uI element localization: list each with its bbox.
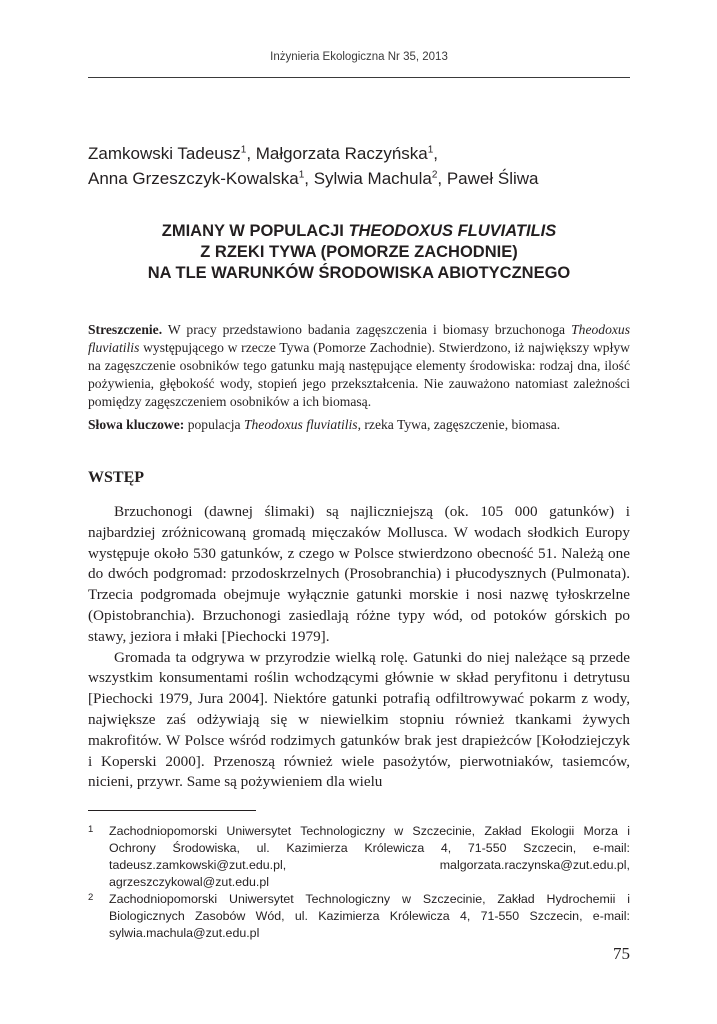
footnote [88, 823, 630, 891]
species-name: THEODOXUS FLUVIATILIS [348, 222, 557, 240]
title-line-3: NA TLE WARUNKÓW ŚRODOWISKA ABIOTYCZNEGO [147, 264, 571, 282]
species-name: Theodoxus fluviatilis [88, 322, 630, 355]
footnote-text: Zachodniopomorski Uniwersytet Technologiczny w Szczecinie, Zakład Ekologii Morza i Ochrony Środowiska, ul. Kazimierza Królewicza 4, 71-550 Szczecin, e-mail: tadeusz.zamkowski@zut.edu.pl, malgorzata.raczynska@zut.edu.pl, agrzeszczykowal@zut.edu.pl [109, 824, 630, 889]
abstract: Streszczenie. W pracy przedstawiono badania zagęszczenia i biomasy brzuchonoga Theodoxus fluviatilis występującego w rzecze Tywa (Pomorze Zachodnie). Stwierdzono, iż największy wpływ na zagęszczenie osobników tego gatunku mają następujące elementy środowiska: rodzaj dna, ilość pożywienia, głębokość wody, stopień jego przekształcenia. Nie zauważono natomiast zależności pomiędzy zagęszczeniem osobników a ich biomasą. [88, 322, 630, 409]
author-name: Małgorzata Raczyńska [255, 144, 428, 163]
species-name: Theodoxus fluviatilis [243, 417, 358, 432]
keywords: Słowa kluczowe: populacja Theodoxus fluviatilis, rzeka Tywa, zagęszczenie, biomasa. [88, 417, 561, 432]
paper-title [88, 221, 630, 284]
title-line-1: ZMIANY W POPULACJI THEODOXUS FLUVIATILIS [161, 222, 557, 240]
abstract-label: Streszczenie. [88, 322, 163, 337]
footnote-text: Zachodniopomorski Uniwersytet Technologiczny w Szczecinie, Zakład Hydrochemii i Biologicznych Zasobów Wód, ul. Kazimierza Królewicza 4, 71-550 Szczecin, e-mail: sylwia.machula@zut.edu.pl [109, 892, 630, 940]
author-line-2: Anna Grzeszczyk-Kowalska$^1$, Sylwia Machula$^2$, Paweł Śliwa [88, 169, 539, 188]
running-head: Inżynieria Ekologiczna Nr 35, 2013 [270, 51, 448, 63]
title-line-2: Z RZEKI TYWA (POMORZE ZACHODNIE) [200, 243, 518, 261]
keywords-label: Słowa kluczowe: [88, 417, 185, 432]
footnote-mark: 1 [88, 824, 94, 835]
body-text [88, 502, 630, 793]
author-name: Paweł Śliwa [446, 169, 539, 188]
author-line-1: Zamkowski Tadeusz$^1$, Małgorzata Raczyńska$^1$, [88, 144, 439, 163]
author-name: Zamkowski Tadeusz [88, 144, 241, 163]
page-number: 75 [613, 944, 630, 963]
footnotes [88, 823, 630, 942]
author-name: Sylwia Machula [313, 169, 432, 188]
footnote-rule [88, 810, 256, 811]
affiliation-mark: 1 [240, 144, 247, 156]
paragraph: Gromada ta odgrywa w przyrodzie wielką rolę. Gatunki do niej należące są przede wszystkim konsumentami roślin wchodzącymi głównie w skład peryfitonu i detrytusu [Piechocki 1979, Jura 2004]. Niektóre gatunki potrafią odfiltrowywać pokarm z wody, największe zaś odżywiają się w niewielkim stopniu również tkankami żywych makrofitów. W Polsce wśród rodzimych gatunków brak jest drapieżców [Kołodziejczyk i Koperski 2000]. Przenoszą również wiele pasożytów, pierwotniaków, tasiemców, nicieni, przywr. Same są pożywieniem dla wielu [88, 648, 630, 791]
footnote-mark: 2 [88, 892, 94, 903]
affiliation-mark: 2 [431, 169, 438, 181]
paragraph: Brzuchonogi (dawnej ślimaki) są najliczniejszą (ok. 105 000 gatunków) i najbardziej zróżnicowaną gromadą mięczaków Mollusca. W wodach słodkich Europy występuje około 530 gatunków, z czego w Polsce stwierdzono obecność 51. Należą one do dwóch podgromad: przodoskrzelnych (Prosobranchia) i płucodysznych (Pulmonata). Trzecia podgromada obejmuje wyłącznie gatunki morskie i nosi nazwę tyłoskrzelne (Opistobranchia). Brzuchonogi zasiedlają różne typy wód, od potoków górskich po stawy, jeziora i młaki [Piechocki 1979]. [88, 503, 630, 645]
author-name: Anna Grzeszczyk-Kowalska [88, 169, 299, 188]
abstract-block [88, 321, 630, 434]
section-heading: WSTĘP [88, 469, 145, 486]
author-list [88, 141, 648, 191]
affiliation-mark: 1 [427, 144, 434, 156]
header-rule [88, 77, 630, 78]
affiliation-mark: 1 [298, 169, 305, 181]
footnote [88, 891, 630, 942]
